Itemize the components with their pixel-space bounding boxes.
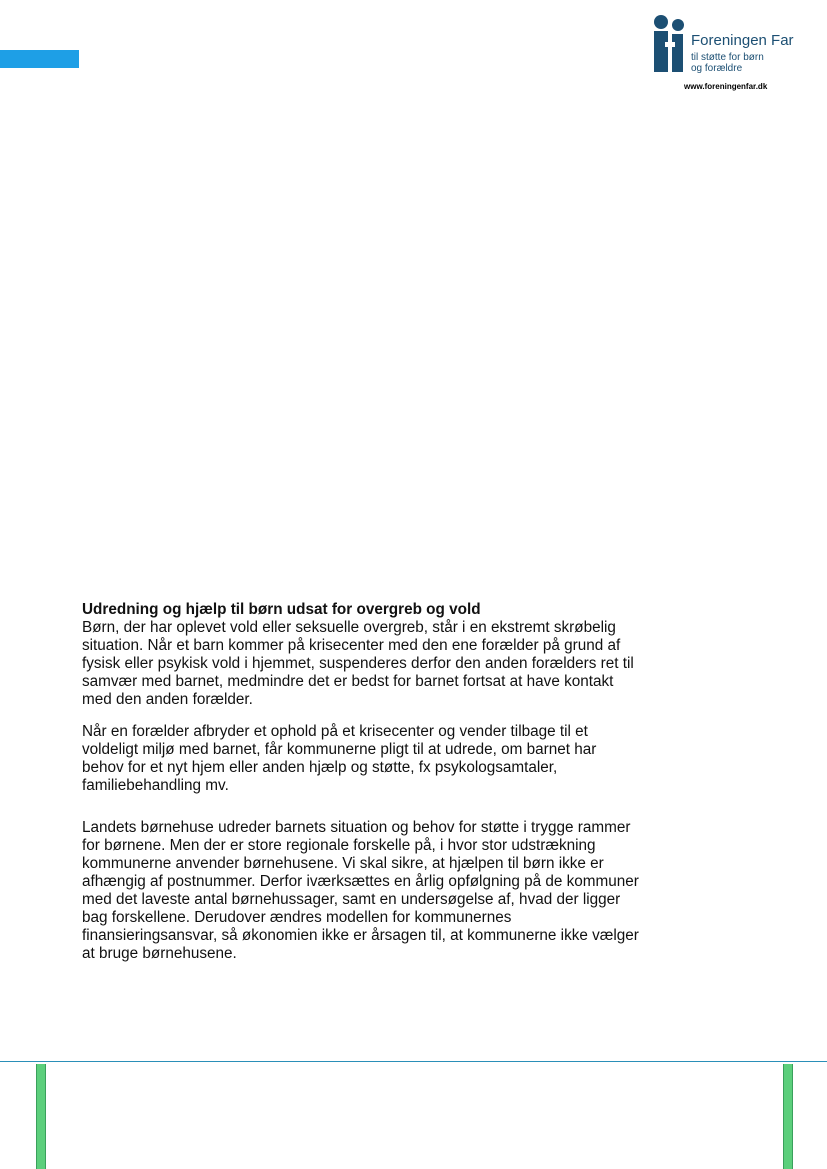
section-heading: Udredning og hjælp til børn udsat for overgreb og vold — [82, 601, 481, 618]
footer-divider — [0, 1061, 827, 1062]
footer-left-bar — [36, 1064, 46, 1169]
section-content — [82, 601, 642, 963]
family-figures-icon — [652, 14, 686, 74]
foreningen-far-logo — [652, 14, 812, 94]
logo-tagline-line-2: og forældre — [691, 63, 743, 74]
logo-url: www.foreningenfar.dk — [684, 82, 768, 91]
footer-right-bar — [783, 1064, 793, 1169]
paragraph: Når en forælder afbryder et ophold på et krisecenter og vender tilbage til et voldeligt miljø med barnet, får kommunerne pligt til at udrede, om barnet har behov for et nyt hjem eller anden hjælp og støtte, fx psykologsamtaler, familiebehandling mv. — [82, 723, 597, 794]
corner-accent-bar — [0, 50, 79, 68]
paragraph: Børn, der har oplevet vold eller seksuelle overgreb, står i en ekstremt skrøbelig situation. Når et barn kommer på krisecenter med den ene forælder på grund af fysisk eller psykisk vold i hjemmet, suspenderes derfor den anden forælders ret til samvær med barnet, medmindre det er bedst for barnet fortsat at have kontakt med den anden forælder. — [82, 619, 634, 708]
logo-tagline — [691, 52, 764, 74]
logo-tagline-line-1: til støtte for børn — [691, 52, 764, 63]
paragraph: Landets børnehuse udreder barnets situation og behov for støtte i trygge rammer for børnene. Men der er store regionale forskelle på, i hvor stor udstrækning kommunerne anvender børnehusene. Vi skal sikre, at hjælpen til børn ikke er afhængig af postnummer. Derfor iværksættes en årlig opfølgning på de kommuner med det laveste antal børnehussager, samt en undersøgelse af, hvad der ligger bag forskellene. Derudover ændres modellen for kommunernes finansieringsansvar, så økonomien ikke er årsagen til, at kommunerne ikke vælger at bruge børnehusene. — [82, 819, 639, 962]
logo-name: Foreningen Far — [691, 32, 794, 49]
